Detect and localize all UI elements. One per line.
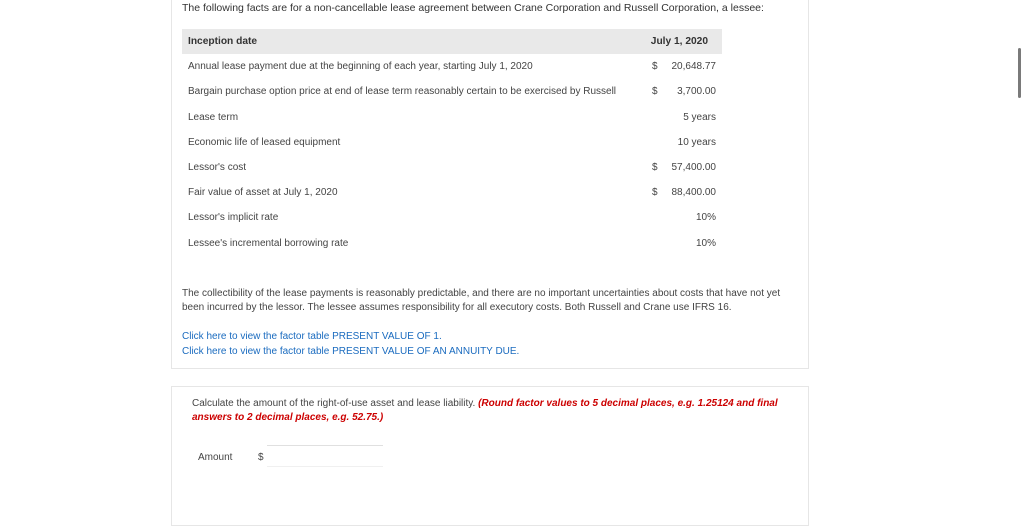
- row-label: Fair value of asset at July 1, 2020: [188, 187, 338, 199]
- table-row: [182, 54, 722, 79]
- table-row: [182, 155, 722, 180]
- pv-annuity-due-link[interactable]: Click here to view the factor table PRESENT VALUE OF AN ANNUITY DUE.: [182, 346, 520, 357]
- amount-label: Amount: [198, 452, 233, 463]
- header-value: July 1, 2020: [650, 36, 708, 47]
- row-label: Lessee's incremental borrowing rate: [188, 237, 349, 249]
- row-value: 20,648.77: [671, 61, 716, 73]
- amount-currency: $: [258, 452, 264, 463]
- row-label: Lessor's implicit rate: [188, 212, 279, 224]
- problem-paragraph: The collectibility of the lease payments is reasonably predictable, and there are no important uncertainties about costs that have not yet been incurred by the lessor. The lessee assumes responsibility for all executory costs. Both Russell and Crane use IFRS 16.: [182, 288, 781, 313]
- row-value: 5 years: [683, 111, 716, 123]
- row-currency: $: [652, 61, 658, 73]
- table-row: [182, 180, 722, 205]
- row-label: Lessor's cost: [188, 161, 247, 173]
- table-row: [182, 231, 722, 256]
- row-label: Economic life of leased equipment: [188, 136, 341, 148]
- row-label: Bargain purchase option price at end of lease term reasonably certain to be exercised by Russell: [188, 86, 617, 98]
- table-row: [182, 79, 722, 104]
- intro-text: The following facts are for a non-cancellable lease agreement between Crane Corporation and Russell Corporation, a lessee:: [182, 2, 764, 14]
- row-currency: $: [652, 161, 658, 173]
- row-label: Lease term: [188, 111, 239, 123]
- row-currency: $: [652, 187, 658, 199]
- scrollbar-thumb[interactable]: [1018, 48, 1021, 98]
- row-currency: $: [652, 86, 658, 98]
- row-value: 10 years: [677, 136, 716, 148]
- row-value: 3,700.00: [677, 86, 716, 98]
- row-value: 10%: [695, 237, 716, 249]
- row-label: Annual lease payment due at the beginning of each year, starting July 1, 2020: [188, 61, 533, 73]
- facts-table: [182, 29, 722, 256]
- row-value: 10%: [695, 212, 716, 224]
- facts-header-row: [182, 29, 722, 54]
- pv-of-1-link[interactable]: Click here to view the factor table PRESENT VALUE OF 1.: [182, 331, 442, 342]
- amount-input[interactable]: [267, 445, 383, 467]
- question-instructions: [192, 397, 792, 425]
- question-text: Calculate the amount of the right-of-use asset and lease liability.: [192, 398, 476, 409]
- row-value: 57,400.00: [671, 161, 716, 173]
- header-label: Inception date: [188, 36, 258, 47]
- rounding-instructions: (Round factor values to 5 decimal places, e.g. 1.25124 and final answers to 2 decimal places, e.g. 52.75.): [192, 398, 778, 423]
- row-value: 88,400.00: [671, 187, 716, 199]
- table-row: [182, 130, 722, 155]
- table-row: [182, 205, 722, 230]
- table-row: [182, 105, 722, 130]
